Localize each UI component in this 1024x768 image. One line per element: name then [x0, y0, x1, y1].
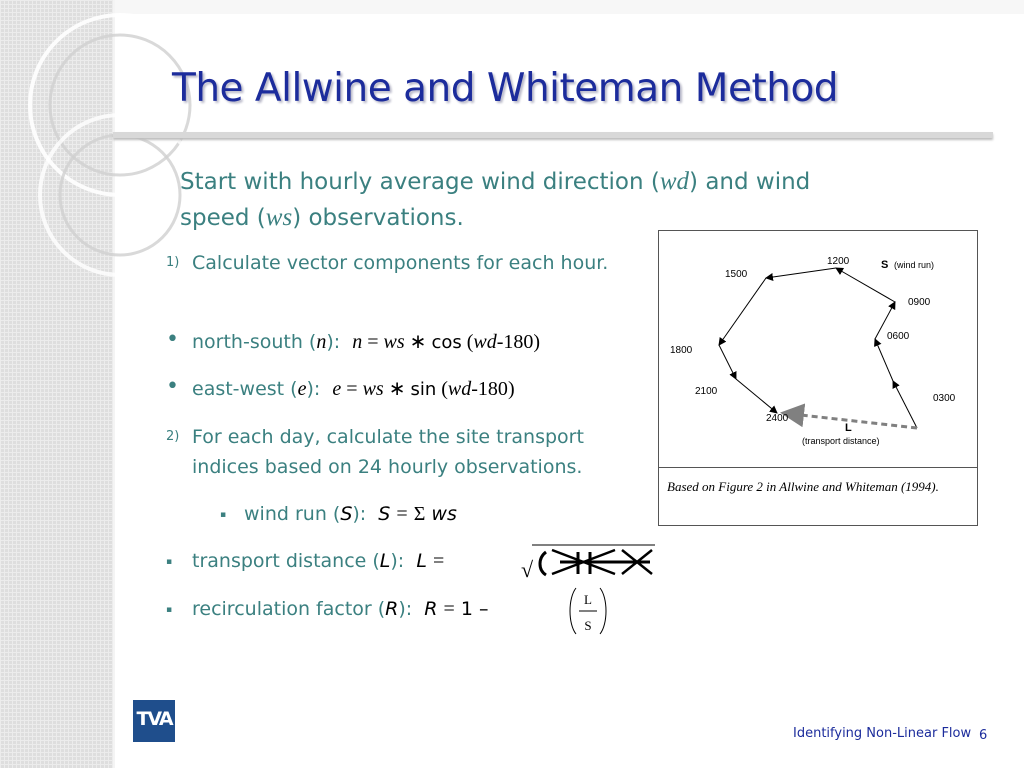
time-label-1500: 1500 — [725, 269, 748, 280]
svg-text:S: S — [584, 618, 592, 633]
east-west-equation: e = ws ∗ sin (wd-180) — [332, 378, 515, 400]
square-bullet-marker: ▪ — [166, 557, 173, 567]
list-item-text: Calculate vector components for each hour. — [192, 252, 609, 274]
figure-caption: Based on Figure 2 in Allwine and Whiteman (1994). — [667, 479, 939, 494]
intro-wd-symbol: wd — [659, 168, 690, 195]
time-label-0300: 0300 — [933, 393, 956, 404]
svg-text:√: √ — [521, 557, 534, 582]
list-item-text-after: ): — [398, 598, 413, 620]
list-item-text: For each day, calculate the site transport indices based on 24 hourly observations. — [192, 426, 584, 478]
slide-title: The Allwine and Whiteman Method — [172, 66, 839, 111]
var-symbol: e — [297, 378, 307, 400]
wind-run-equation: S = Σ ws — [378, 503, 457, 525]
var-symbol: n — [316, 331, 327, 353]
title-divider — [113, 132, 993, 138]
var-symbol: S — [340, 503, 353, 525]
intro-line1-pre: Start with hourly average wind direction ( — [180, 169, 660, 195]
bullet-marker: • — [166, 327, 179, 352]
intro-line2-post: ) observations. — [292, 205, 464, 231]
square-bullet-marker: ▪ — [220, 510, 227, 520]
var-symbol: R — [385, 598, 399, 620]
var-symbol: L — [379, 550, 391, 572]
list-item-content — [192, 546, 632, 576]
caption-divider — [659, 467, 977, 468]
intro-ws-symbol: ws — [265, 204, 293, 231]
square-bullet-marker: ▪ — [166, 605, 173, 615]
label-L: L — [845, 422, 852, 434]
list-item-content — [244, 499, 684, 529]
list-item-text: wind run ( — [244, 503, 341, 525]
trajectory-path — [719, 268, 917, 428]
recirculation-equation: R = 1 – — [424, 598, 489, 620]
list-item-text-after: ): — [306, 378, 321, 400]
list-item-content — [192, 374, 632, 405]
label-S: S — [881, 259, 889, 271]
list-item-text-after: ): — [390, 550, 405, 572]
transport-distance-equation: L = — [416, 550, 445, 572]
time-label-2400: 2400 — [766, 413, 789, 424]
label-transport-distance: (transport distance) — [802, 436, 880, 446]
time-label-2100: 2100 — [695, 386, 718, 397]
tva-logo-text: TVA — [136, 708, 172, 730]
time-label-0900: 0900 — [908, 297, 931, 308]
tva-logo — [133, 700, 175, 742]
north-south-equation: n = ws ∗ cos (wd-180) — [352, 331, 541, 353]
time-label-1200: 1200 — [827, 256, 850, 267]
time-label-0600: 0600 — [887, 331, 910, 342]
label-wind-run: (wind run) — [894, 260, 935, 270]
list-item-text: recirculation factor ( — [192, 598, 386, 620]
list-item-text: transport distance ( — [192, 550, 380, 572]
list-item-text: north-south ( — [192, 331, 317, 353]
time-label-1800: 1800 — [670, 345, 693, 356]
list-marker: 2) — [166, 429, 180, 444]
wind-run-diagram — [659, 231, 977, 467]
list-item-content — [192, 594, 632, 624]
wind-run-figure — [658, 230, 978, 526]
list-item-text: east-west ( — [192, 378, 298, 400]
list-marker: 1) — [166, 255, 180, 270]
list-item-text-after: ): — [326, 331, 341, 353]
svg-text:L: L — [584, 592, 592, 607]
list-item-content — [192, 327, 632, 358]
list-item-text-after: ): — [352, 503, 367, 525]
bullet-marker: • — [166, 374, 179, 399]
intro-line1-post: ) and wind — [689, 169, 811, 195]
intro-line2-pre: speed ( — [180, 205, 266, 231]
intro-text — [180, 164, 900, 236]
page-number: 6 — [979, 728, 988, 743]
footer-text: Identifying Non-Linear Flow — [793, 726, 972, 741]
